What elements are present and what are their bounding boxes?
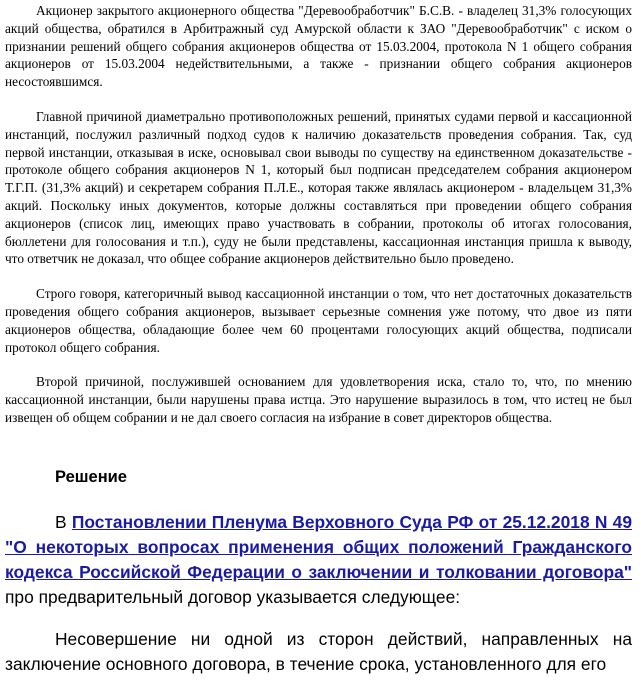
case-paragraph-2: Главной причиной диаметрально противоположных решений, принятых судами первой и кассационной инстанций, послужил различный подход судов к наличию доказательств проведения собрания. Так, суд первой инстанции, отказывая в иске, основывал свои выводы по существу на единственном доказательстве - протоколе общего собрания акционеров N 1, который был подписан председателем собрания акционером Т.Г.П. (31,3% акций) и секретарем собрания П.Л.Е., которая также являлась акционером - владельцем 31,3% акций. Поскольку иных документов, которые должны составляться при проведении общего собрания акционеров (список лиц, имеющих право участвовать в собрании, протоколы об итогах голосования, бюллетени для голосования и т.п.), суду не были представлены, кассационная инстанция пришла к выводу, что ответчик не доказал, что общее собрание акционеров действительно было проведено. (5, 108, 632, 267)
document-page (5, 0, 632, 677)
solution-intro-paragraph (5, 510, 632, 610)
solution-intro-prefix: В (55, 511, 72, 532)
plenum-resolution-link[interactable]: Постановлении Пленума Верховного Суда РФ от 25.12.2018 N 49 "О некоторых вопросах применения общих положений Гражданского кодекса Российской Федерации о заключении и толковании договора" (5, 511, 632, 582)
solution-intro-suffix: про предварительный договор указывается следующее: (5, 586, 461, 607)
solution-next-paragraph: Несовершение ни одной из сторон действий, направленных на заключение основного договора, в течение срока, установленного для его (5, 628, 632, 674)
case-paragraph-4: Второй причиной, послужившей основанием для удовлетворения иска, стало то, что, по мнению кассационной инстанции, были нарушены права истца. Это нарушение выразилось в том, что истец не был извещен об общем собрании и не дал своего согласия на избрание в совет директоров общества. (5, 374, 632, 425)
solution-heading: Решение (55, 467, 127, 486)
case-paragraph-1: Акционер закрытого акционерного общества "Деревообработчик" Б.С.В. - владелец 31,3% голосующих акций общества, обратился в Арбитражный суд Амурской области к ЗАО "Деревообработчик" с иском о признании решений общего собрания акционеров общества от 15.03.2004, протокола N 1 общего собрания акционеров от 15.03.2004 недействительными, а также - признании общего собрания акционеров несостоявшимся. (5, 3, 632, 90)
case-paragraph-3: Строго говоря, категоричный вывод кассационной инстанции о том, что нет достаточных доказательств проведения общего собрания акционеров, вызывает серьезные сомнения уже потому, что двое из пяти акционеров общества, обладающие более чем 60 процентами голосующих акций общества, подписали протокол общего собрания. (5, 286, 632, 355)
